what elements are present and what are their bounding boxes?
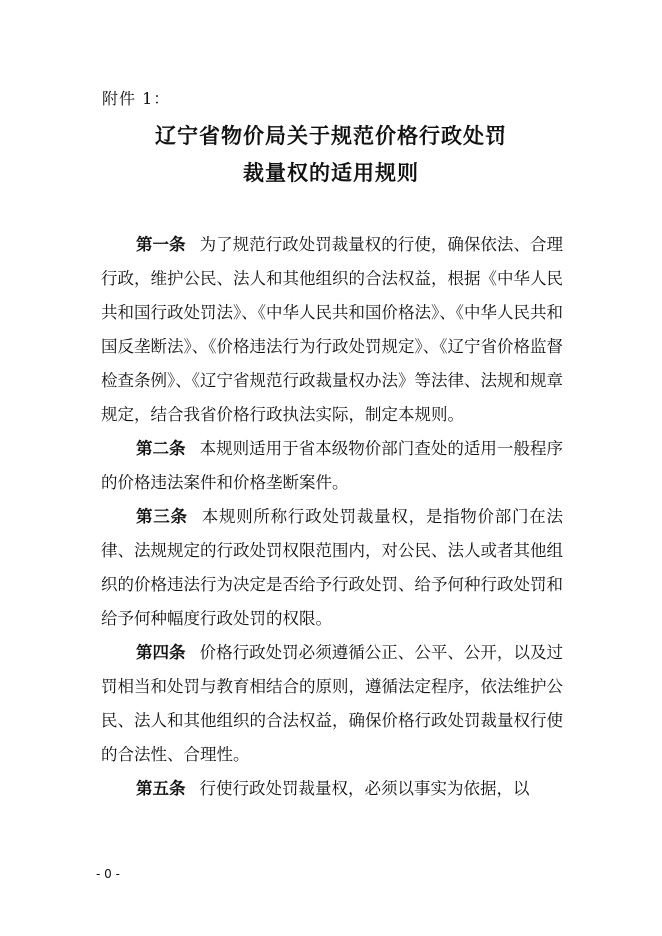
article-text: 行使行政处罚裁量权，必须以事实为依据，以 [199, 779, 530, 798]
article-2 [101, 432, 563, 500]
article-label: 第四条 [136, 643, 186, 662]
page-number: - 0 - [96, 867, 120, 881]
document-title-line-2: 裁量权的适用规则 [243, 160, 419, 185]
article-4 [101, 636, 563, 772]
article-label: 第二条 [136, 439, 186, 458]
article-1 [101, 228, 563, 432]
attachment-label: 附件 1： [102, 89, 171, 108]
article-text: 本规则适用于省本级物价部门查处的适用一般程序的价格违法案件和价格垄断案件。 [101, 439, 563, 492]
article-label: 第三条 [136, 507, 188, 526]
article-text: 价格行政处罚必须遵循公正、公平、公开，以及过罚相当和处罚与教育相结合的原则，遵循法定程序，依法维护公民、法人和其他组织的合法权益，确保价格行政处罚裁量权行使的合法性、合理性。 [101, 643, 563, 764]
document-title-line-1: 辽宁省物价局关于规范价格行政处罚 [155, 123, 507, 148]
article-label: 第一条 [136, 235, 186, 254]
article-5 [101, 772, 563, 806]
document-body [101, 228, 563, 806]
article-label: 第五条 [136, 779, 186, 798]
article-3 [101, 500, 563, 636]
article-text: 本规则所称行政处罚裁量权，是指物价部门在法律、法规规定的行政处罚权限范围内，对公民、法人或者其他组织的价格违法行为决定是否给予行政处罚、给予何种行政处罚和给予何种幅度行政处罚的权限。 [101, 507, 564, 628]
article-text: 为了规范行政处罚裁量权的行使，确保依法、合理行政，维护公民、法人和其他组织的合法权益，根据《中华人民共和国行政处罚法》、《中华人民共和国价格法》、《中华人民共和国反垄断法》、《价格违法行为行政处罚规定》、《辽宁省价格监督检查条例》、《辽宁省规范行政裁量权办法》等法律、法规和规章规定，结合我省价格行政执法实际，制定本规则。 [101, 235, 563, 424]
